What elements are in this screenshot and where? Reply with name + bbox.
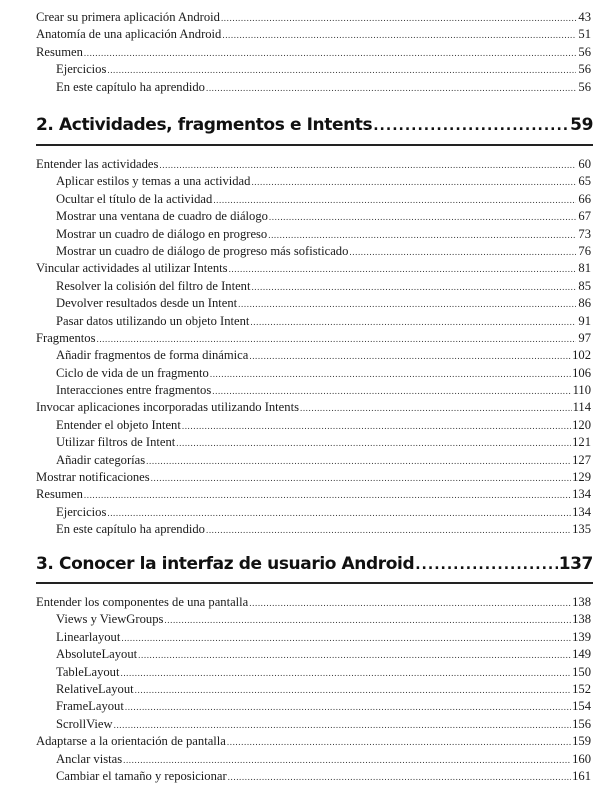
dot-leader — [349, 244, 576, 261]
dot-leader — [238, 296, 576, 313]
dot-leader — [120, 665, 571, 682]
dot-leader — [84, 487, 571, 504]
chapter-title: 2. Actividades, fragmentos e Intents — [36, 115, 373, 135]
dot-leader — [96, 331, 576, 348]
entry-page: 110 — [572, 383, 591, 398]
dot-leader — [107, 62, 576, 79]
toc-entry[interactable] — [0, 768, 591, 785]
toc-entry[interactable] — [0, 504, 591, 521]
entry-title: Añadir categorías — [56, 452, 146, 467]
entry-page: 97 — [578, 330, 591, 345]
entry-page: 150 — [572, 664, 591, 679]
toc-entry[interactable] — [0, 278, 591, 295]
dot-leader — [373, 118, 569, 134]
entry-title: Ciclo de vida de un fragmento — [56, 365, 209, 380]
dot-leader — [121, 630, 571, 647]
entry-page: 114 — [572, 400, 591, 415]
entry-title: Anatomía de una aplicación Android — [36, 27, 222, 42]
dot-leader — [114, 717, 572, 734]
dot-leader — [159, 157, 576, 174]
entry-page: 56 — [578, 62, 591, 77]
entry-page: 134 — [572, 487, 591, 502]
entry-title: Ejercicios — [56, 62, 107, 77]
entry-page: 81 — [578, 261, 591, 276]
toc-entry[interactable] — [0, 629, 591, 646]
toc-entry[interactable] — [0, 698, 591, 715]
entry-title: ScrollView — [56, 716, 113, 731]
chapter-heading[interactable] — [36, 554, 593, 574]
toc-entry[interactable] — [0, 417, 591, 434]
entry-title: Resumen — [36, 44, 83, 59]
entry-title: Mostrar un cuadro de diálogo de progreso más sofisticado — [56, 243, 349, 258]
dot-leader — [222, 27, 576, 44]
toc-entry[interactable] — [0, 646, 591, 663]
dot-leader — [176, 435, 571, 452]
entry-title: Ocultar el título de la actividad — [56, 191, 213, 206]
entry-page: 120 — [572, 417, 591, 432]
toc-entry[interactable] — [0, 208, 591, 225]
chapter-heading[interactable] — [36, 115, 593, 135]
dot-leader — [135, 682, 571, 699]
toc-entry[interactable] — [0, 452, 591, 469]
dot-leader — [123, 752, 571, 769]
dot-leader — [227, 734, 571, 751]
entry-page: 160 — [572, 751, 591, 766]
toc-entry[interactable] — [0, 61, 591, 78]
dot-leader — [229, 261, 576, 278]
entry-page: 154 — [572, 699, 591, 714]
entry-title: Mostrar una ventana de cuadro de diálogo — [56, 209, 268, 224]
toc-entry[interactable] — [0, 716, 591, 733]
entry-page: 129 — [572, 470, 591, 485]
toc-entry[interactable] — [0, 79, 591, 96]
entry-page: 65 — [578, 174, 591, 189]
entry-page: 60 — [578, 157, 591, 171]
entry-page: 85 — [578, 278, 591, 293]
dot-leader — [221, 10, 576, 27]
entry-page: 102 — [572, 348, 591, 363]
dot-leader — [182, 418, 571, 435]
entry-title: En este capítulo ha aprendido — [56, 522, 205, 537]
entry-page: 152 — [572, 681, 591, 696]
entry-title: Anclar vistas — [56, 751, 123, 766]
entry-page: 159 — [572, 734, 591, 749]
toc-entry[interactable] — [0, 156, 591, 173]
entry-page: 138 — [572, 612, 591, 627]
entry-title: Vincular actividades al utilizar Intents — [36, 261, 228, 276]
entry-page: 56 — [578, 44, 591, 59]
toc-entry[interactable] — [0, 313, 591, 330]
toc-entry[interactable] — [0, 26, 591, 43]
dot-leader — [206, 522, 571, 539]
entry-title: Cambiar el tamaño y reposicionar — [56, 768, 227, 783]
toc-entries — [0, 9, 600, 96]
dot-leader — [251, 279, 576, 296]
dot-leader — [415, 557, 557, 573]
dot-leader — [151, 470, 571, 487]
toc-entry[interactable] — [0, 681, 591, 698]
toc-entry[interactable] — [0, 521, 591, 538]
entry-title: Mostrar un cuadro de diálogo en progreso — [56, 226, 268, 241]
toc-entry[interactable] — [0, 399, 591, 416]
toc-entry[interactable] — [0, 173, 591, 190]
toc-entry[interactable] — [0, 295, 591, 312]
entry-title: Invocar aplicaciones incorporadas utilizando Intents — [36, 400, 299, 415]
entry-page: 161 — [572, 768, 591, 783]
chapter-rule — [36, 144, 593, 146]
dot-leader — [206, 80, 576, 97]
dot-leader — [84, 45, 576, 62]
dot-leader — [212, 383, 571, 400]
entry-title: Ejercicios — [56, 504, 107, 519]
entry-title: Adaptarse a la orientación de pantalla — [36, 734, 226, 749]
entry-page: 67 — [578, 209, 591, 224]
toc-entry[interactable] — [0, 260, 591, 277]
dot-leader — [251, 174, 576, 191]
dot-leader — [268, 227, 576, 244]
entry-page: 76 — [578, 243, 591, 258]
toc-entry[interactable] — [0, 469, 591, 486]
entry-page: 51 — [578, 27, 591, 42]
entry-page: 127 — [572, 452, 591, 467]
entry-page: 73 — [578, 226, 591, 241]
dot-leader — [228, 769, 571, 786]
toc-entry[interactable] — [0, 611, 591, 628]
toc-entry[interactable] — [0, 434, 591, 451]
toc-entry[interactable] — [0, 664, 591, 681]
entry-page: 56 — [578, 79, 591, 94]
dot-leader — [146, 453, 571, 470]
toc-entry[interactable] — [0, 594, 591, 611]
entry-page: 156 — [572, 716, 591, 731]
dot-leader — [164, 612, 571, 629]
toc-entry[interactable] — [0, 733, 591, 750]
entry-page: 149 — [572, 647, 591, 662]
entry-title: Pasar datos utilizando un objeto Intent — [56, 313, 250, 328]
entry-title: Entender el objeto Intent — [56, 417, 181, 432]
entry-title: RelativeLayout — [56, 681, 134, 696]
entry-page: 134 — [572, 504, 591, 519]
dot-leader — [125, 699, 571, 716]
entry-page: 91 — [578, 313, 591, 328]
entry-title: En este capítulo ha aprendido — [56, 79, 205, 94]
dot-leader — [250, 314, 576, 331]
toc-entry[interactable] — [0, 191, 591, 208]
entry-page: 121 — [572, 435, 591, 450]
toc-entry[interactable] — [0, 9, 591, 26]
dot-leader — [213, 192, 576, 209]
dot-leader — [210, 366, 571, 383]
toc-entry[interactable] — [0, 347, 591, 364]
chapter-rule — [36, 582, 593, 584]
toc-entries — [0, 156, 600, 539]
entry-page: 138 — [572, 595, 591, 609]
chapter-title: 3. Conocer la interfaz de usuario Android — [36, 554, 415, 574]
toc-entry[interactable] — [0, 44, 591, 61]
toc-entry[interactable] — [0, 382, 591, 399]
chapter-page: 137 — [558, 554, 593, 574]
entry-title: Entender los componentes de una pantalla — [36, 595, 249, 609]
toc-entries — [0, 594, 600, 785]
toc-entry[interactable] — [0, 365, 591, 382]
dot-leader — [107, 505, 571, 522]
entry-title: FrameLayout — [56, 699, 124, 714]
entry-title: Utilizar filtros de Intent — [56, 435, 176, 450]
entry-page: 43 — [578, 10, 591, 24]
toc-entry[interactable] — [0, 486, 591, 503]
entry-page: 86 — [578, 296, 591, 311]
entry-title: AbsoluteLayout — [56, 647, 138, 662]
toc-entry[interactable] — [0, 330, 591, 347]
entry-title: Fragmentos — [36, 330, 96, 345]
entry-title: Interacciones entre fragmentos — [56, 383, 212, 398]
dot-leader — [249, 595, 571, 612]
dot-leader — [300, 400, 572, 417]
entry-page: 139 — [572, 629, 591, 644]
entry-page: 106 — [572, 365, 591, 380]
entry-page: 135 — [572, 522, 591, 537]
entry-title: Añadir fragmentos de forma dinámica — [56, 348, 249, 363]
entry-title: Aplicar estilos y temas a una actividad — [56, 174, 251, 189]
entry-title: Resumen — [36, 487, 83, 502]
dot-leader — [249, 348, 571, 365]
chapter-page: 59 — [570, 115, 593, 135]
toc-entry[interactable] — [0, 751, 591, 768]
entry-title: Resolver la colisión del filtro de Intent — [56, 278, 251, 293]
toc-entry[interactable] — [0, 243, 591, 260]
dot-leader — [138, 647, 571, 664]
dot-leader — [269, 209, 576, 226]
toc-entry[interactable] — [0, 226, 591, 243]
entry-title: Linearlayout — [56, 629, 121, 644]
entry-title: Views y ViewGroups — [56, 612, 164, 627]
entry-title: TableLayout — [56, 664, 120, 679]
entry-page: 66 — [578, 191, 591, 206]
entry-title: Devolver resultados desde un Intent — [56, 296, 238, 311]
entry-title: Crear su primera aplicación Android — [36, 10, 220, 24]
entry-title: Entender las actividades — [36, 157, 159, 171]
entry-title: Mostrar notificaciones — [36, 470, 150, 485]
